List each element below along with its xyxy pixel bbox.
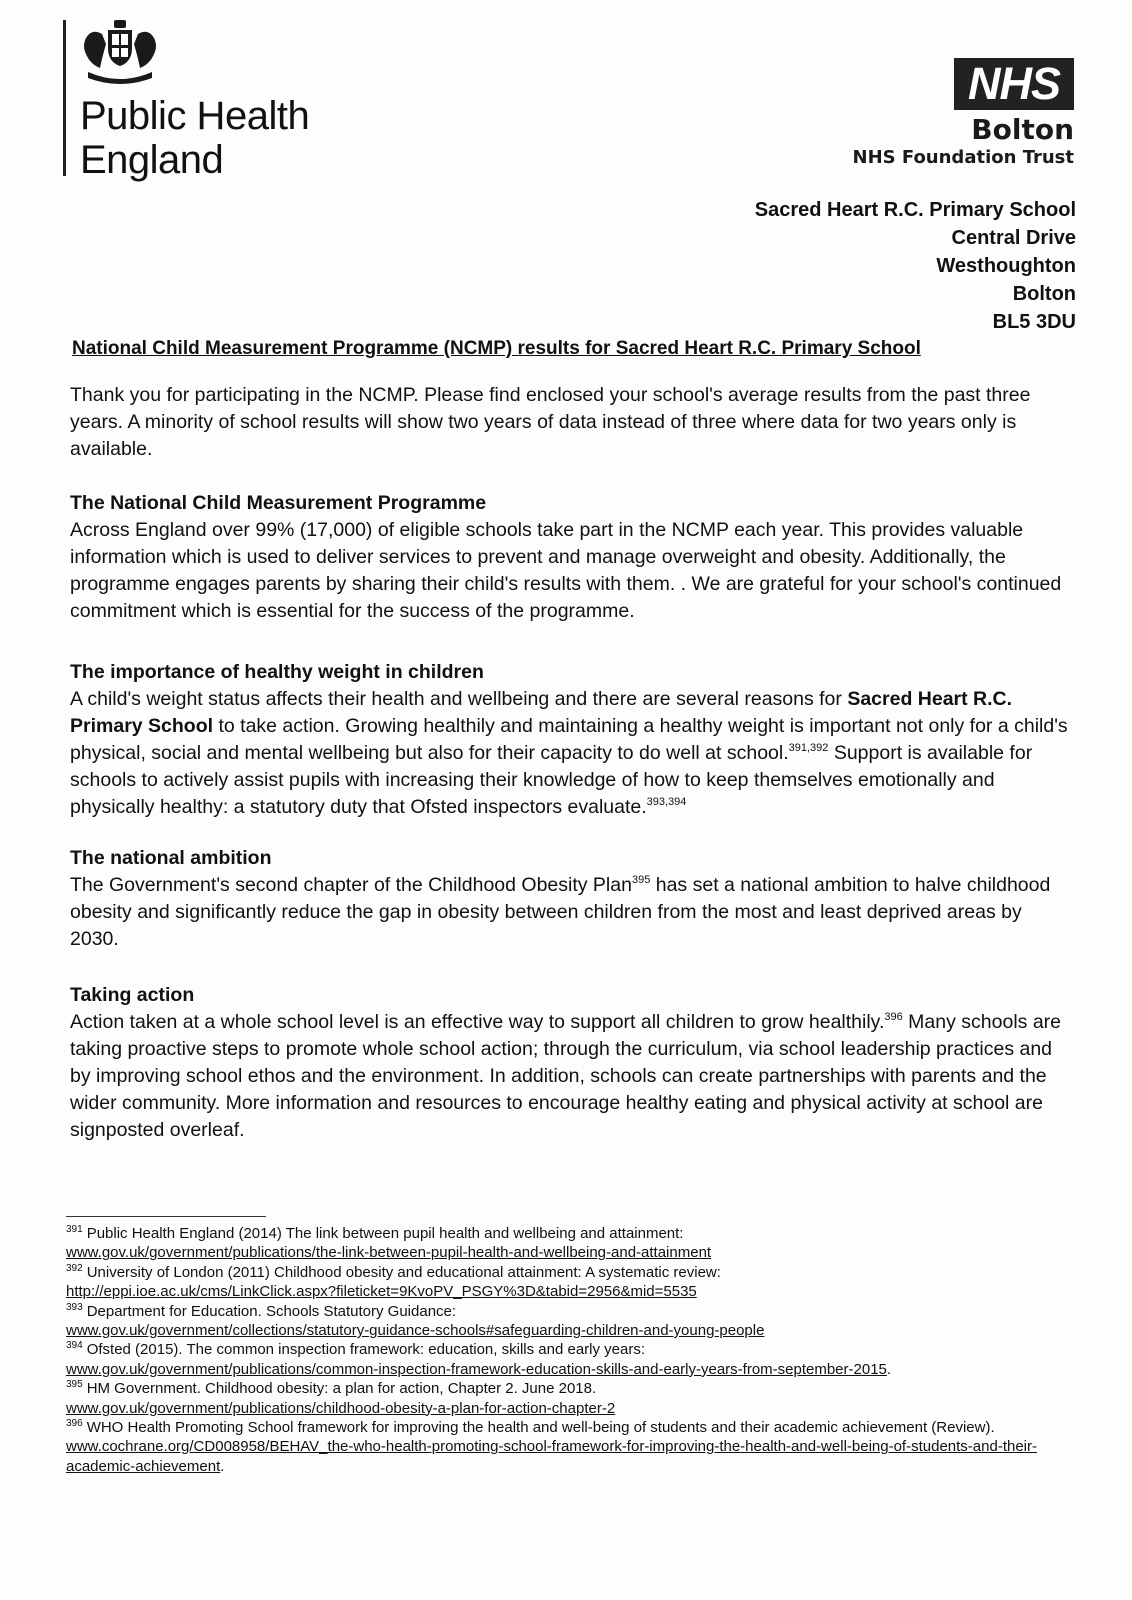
trust-name-block xyxy=(853,114,1074,170)
nhs-logo: NHS xyxy=(954,58,1074,110)
address-line: Bolton xyxy=(1012,283,1076,305)
school-name-bold: Sacred Heart R.C. Primary School xyxy=(70,688,1013,737)
footnote-link[interactable]: http://eppi.ioe.ac.uk/cms/LinkClick.aspx?fileticket=9KvoPV_PSGY%3D&tabid=2956&mid=5535 xyxy=(66,1283,697,1301)
footnote-text: Department for Education. Schools Statutory Guidance: xyxy=(86,1302,457,1320)
footnote-text: HM Government. Childhood obesity: a plan for action, Chapter 2. June 2018. xyxy=(86,1380,597,1398)
footnote-link[interactable]: www.cochrane.org/CD008958/BEHAV_the-who-health-promoting-school-framework-for-improving-the-health-and-well-being-of-students-and-their-academic-achievement xyxy=(66,1438,1037,1475)
footnote-tail: . xyxy=(220,1457,225,1475)
section-heading: Taking action xyxy=(70,984,195,1006)
trust-name: Bolton xyxy=(971,113,1074,146)
footnote-number: 392 xyxy=(66,1262,83,1274)
section-text xyxy=(70,872,1070,953)
intro-paragraph: Thank you for participating in the NCMP. Please find enclosed your school's average results from the past three years. A minority of school results will show two years of data instead of three where data for two years only is available. xyxy=(70,384,1031,460)
phe-line-2: England xyxy=(80,138,224,182)
footnote-number: 396 xyxy=(66,1418,83,1430)
footnote-text: WHO Health Promoting School framework for improving the health and well-being of students and their academic achievement (Review). xyxy=(86,1419,995,1437)
footnote xyxy=(66,1340,1076,1379)
address-line: Sacred Heart R.C. Primary School xyxy=(754,199,1076,221)
school-address xyxy=(755,196,1076,336)
footnote-ref: 391,392 xyxy=(788,742,829,754)
footnote-ref: 396 xyxy=(884,1011,903,1023)
section-text xyxy=(70,1009,1070,1144)
footnote-number: 393 xyxy=(66,1301,83,1313)
footnote xyxy=(66,1302,1076,1341)
text-run: Many schools are taking proactive steps to promote whole school action; through the curriculum, via school leadership practices and by improving school ethos and the environment. In addition, schools can create partnerships with parents and the wider community. More information and resources to encourage healthy eating and physical activity at school are signposted overleaf. xyxy=(70,1011,1062,1141)
footnote-number: 391 xyxy=(66,1224,83,1235)
letter-heading: National Child Measurement Programme (NCMP) results for Sacred Heart R.C. Primary School xyxy=(72,338,921,359)
footnote-link[interactable]: www.gov.uk/government/collections/statutory-guidance-schools#safeguarding-children-and-young-people xyxy=(66,1322,765,1340)
text-run: Support is available for schools to actively assist pupils with increasing their knowledge of how to keep themselves emotionally and physically healthy: a statutory duty that Ofsted inspectors evaluate. xyxy=(70,742,1033,818)
footnote-link[interactable]: www.gov.uk/government/publications/the-link-between-pupil-health-and-wellbeing-and-attainment xyxy=(66,1244,712,1262)
footnote xyxy=(66,1379,1076,1418)
section-ncmp xyxy=(70,490,1070,625)
footnote-link[interactable]: www.gov.uk/government/publications/common-inspection-framework-education-skills-and-early-years-from-september-2015 xyxy=(66,1360,887,1378)
footnote-text: University of London (2011) Childhood obesity and educational attainment: A systematic review: xyxy=(86,1263,721,1281)
footnotes xyxy=(66,1224,1076,1476)
royal-coat-of-arms-icon xyxy=(78,18,162,86)
text-run: to take action. Growing healthily and maintaining a healthy weight is important not only for a child's physical, social and mental wellbeing but also for their capacity to do well at school. xyxy=(70,715,1068,764)
footnote-ref: 393,394 xyxy=(646,796,687,808)
footnote-tail: . xyxy=(886,1360,892,1378)
footnote-text: Ofsted (2015). The common inspection framework: education, skills and early years: xyxy=(86,1341,645,1359)
section-heading: The importance of healthy weight in children xyxy=(70,661,484,683)
phe-wordmark xyxy=(80,94,309,182)
footnote xyxy=(66,1224,1076,1263)
address-line: Central Drive xyxy=(951,227,1076,249)
text-run: Action taken at a whole school level is an effective way to support all children to grow healthily. xyxy=(70,1011,885,1033)
footnote-link[interactable]: www.gov.uk/government/publications/childhood-obesity-a-plan-for-action-chapter-2 xyxy=(66,1399,616,1417)
section-heading: The national ambition xyxy=(70,847,272,869)
footnote-number: 394 xyxy=(66,1340,83,1352)
phe-logo-bar xyxy=(63,20,66,176)
footnote-text: Public Health England (2014) The link between pupil health and wellbeing and attainment: xyxy=(86,1225,684,1242)
trust-subtitle: NHS Foundation Trust xyxy=(852,147,1074,168)
section-ambition xyxy=(70,845,1070,953)
address-postcode: BL5 3DU xyxy=(992,311,1076,333)
section-text: Across England over 99% (17,000) of eligible schools take part in the NCMP each year. This provides valuable information which is used to deliver services to prevent and manage overweight and obesity. Additionally, the programme engages parents by sharing their child's results with them. . We are grateful for your school's continued commitment which is essential for the success of the programme. xyxy=(70,519,1062,622)
phe-line-1: Public Health xyxy=(80,94,310,138)
section-heading: The National Child Measurement Programme xyxy=(70,492,487,514)
footnote xyxy=(66,1263,1076,1302)
section-importance xyxy=(70,659,1070,821)
footnote xyxy=(66,1418,1076,1476)
text-run: The Government's second chapter of the Childhood Obesity Plan xyxy=(70,874,632,896)
footnote-number: 395 xyxy=(66,1379,83,1391)
section-text xyxy=(70,686,1070,821)
address-line: Westhoughton xyxy=(936,255,1076,277)
footnote-divider xyxy=(66,1216,266,1217)
text-run: has set a national ambition to halve childhood obesity and significantly reduce the gap in obesity between children from the most and least deprived areas by 2030. xyxy=(70,874,1051,950)
text-run: A child's weight status affects their health and wellbeing and there are several reasons for xyxy=(70,688,848,710)
footnote-ref: 395 xyxy=(631,874,651,886)
section-action xyxy=(70,982,1070,1144)
